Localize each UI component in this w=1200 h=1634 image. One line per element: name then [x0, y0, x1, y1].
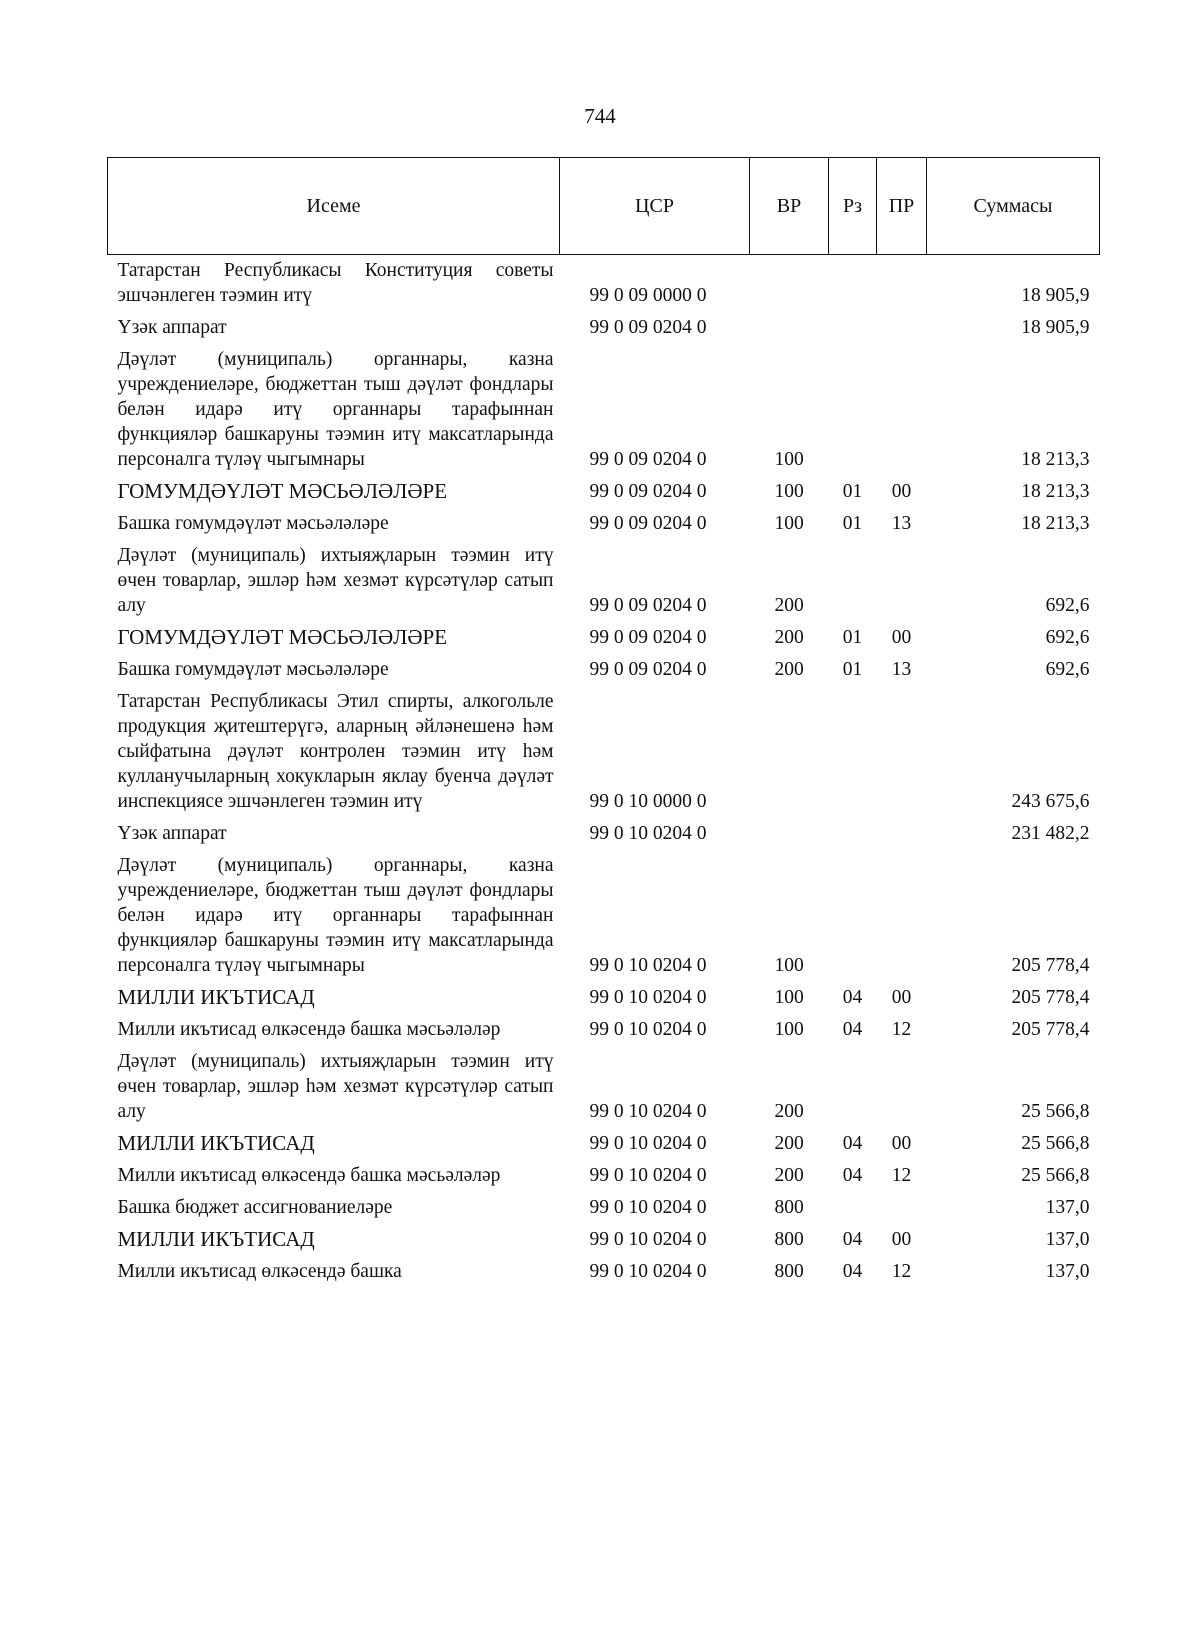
- cell-rz: [829, 344, 877, 476]
- cell-sum: 18 213,3: [1021, 513, 1090, 534]
- cell-rz: [829, 312, 877, 344]
- table-row: [108, 1128, 1100, 1160]
- cell-pr: 12: [891, 1019, 912, 1040]
- cell-pr: [877, 344, 927, 476]
- cell-vr: 100: [774, 1019, 804, 1040]
- cell-sum: 18 213,3: [1021, 481, 1090, 502]
- cell-rz: [829, 686, 877, 818]
- cell-csr: 99 0 10 0204 0: [589, 1019, 707, 1040]
- cell-pr: 13: [891, 513, 912, 534]
- cell-pr: 00: [891, 627, 912, 648]
- cell-rz: 01: [842, 513, 863, 534]
- page-number: 744: [584, 104, 616, 128]
- cell-pr: 12: [891, 1261, 912, 1282]
- cell-vr: [750, 818, 829, 850]
- cell-csr: 99 0 09 0204 0: [589, 659, 707, 680]
- table-row: [108, 1224, 1100, 1256]
- cell-sum: 25 566,8: [1021, 1165, 1090, 1186]
- cell-name: Татарстан Республикасы Этил спирты, алкогольле продукция җитештерүгә, аларның әйләнешенә һәм сыйфатына дәүләт контролен тәэмин итү һәм кулланучыларның хокукларын яклау буенча дәүләт инспекциясе эшчәнлеген тәэмин итү: [117, 691, 554, 812]
- table-row: [108, 508, 1100, 540]
- cell-name: Үзәк аппарат: [117, 317, 227, 338]
- cell-rz: 04: [842, 1165, 863, 1186]
- table-body: [108, 255, 1100, 1289]
- cell-csr: 99 0 09 0204 0: [589, 449, 707, 470]
- cell-pr: 00: [891, 1229, 912, 1250]
- cell-sum: 137,0: [1045, 1261, 1090, 1282]
- cell-rz: [829, 850, 877, 982]
- cell-csr: 99 0 09 0204 0: [589, 513, 707, 534]
- cell-vr: 100: [774, 481, 804, 502]
- cell-sum: 205 778,4: [1011, 1019, 1090, 1040]
- cell-vr: 800: [774, 1197, 804, 1218]
- cell-name: МИЛЛИ ИКЪТИСАД: [117, 1131, 315, 1155]
- cell-name: Татарстан Республикасы Конституция советы эшчәнлеген тәэмин итү: [117, 260, 554, 306]
- cell-pr: [877, 1046, 927, 1128]
- cell-sum: 692,6: [1045, 659, 1090, 680]
- cell-name: Дәүләт (муниципаль) ихтыяҗларын тәэмин итү өчен товарлар, эшләр һәм хезмәт күрсәтүләр сатып алу: [117, 545, 554, 616]
- cell-vr: 100: [774, 987, 804, 1008]
- cell-pr: 12: [891, 1165, 912, 1186]
- cell-pr: [877, 312, 927, 344]
- cell-rz: 04: [842, 987, 863, 1008]
- cell-pr: [877, 255, 927, 313]
- cell-csr: 99 0 09 0204 0: [589, 317, 707, 338]
- cell-csr: 99 0 10 0204 0: [589, 1229, 707, 1250]
- cell-csr: 99 0 10 0204 0: [589, 1261, 707, 1282]
- cell-sum: 18 905,9: [1021, 285, 1090, 306]
- cell-csr: 99 0 10 0204 0: [589, 955, 707, 976]
- table-row: [108, 312, 1100, 344]
- cell-vr: 200: [774, 627, 804, 648]
- table-row: [108, 255, 1100, 313]
- cell-vr: [750, 686, 829, 818]
- table-row: [108, 654, 1100, 686]
- cell-vr: 200: [774, 1133, 804, 1154]
- cell-name: Башка гомумдәүләт мәсьәләләре: [117, 659, 389, 680]
- table-row: [108, 982, 1100, 1014]
- cell-sum: 692,6: [1045, 595, 1090, 616]
- cell-name: Башка гомумдәүләт мәсьәләләре: [117, 513, 389, 534]
- cell-name: Милли икътисад өлкәсендә башка мәсьәләләр: [117, 1165, 501, 1186]
- cell-csr: 99 0 10 0204 0: [589, 1133, 707, 1154]
- table-row: [108, 476, 1100, 508]
- cell-sum: 18 213,3: [1021, 449, 1090, 470]
- cell-csr: 99 0 10 0204 0: [589, 1165, 707, 1186]
- cell-vr: 200: [774, 595, 804, 616]
- cell-csr: 99 0 10 0204 0: [589, 987, 707, 1008]
- cell-name: Милли икътисад өлкәсендә башка: [117, 1261, 402, 1282]
- cell-name: ГОМУМДӘҮЛӘТ МӘСЬӘЛӘЛӘРЕ: [117, 479, 448, 503]
- table-row: [108, 1256, 1100, 1288]
- header-rz: Рз: [829, 158, 877, 255]
- cell-sum: 231 482,2: [1011, 823, 1090, 844]
- cell-sum: 18 905,9: [1021, 317, 1090, 338]
- cell-name: Дәүләт (муниципаль) органнары, казна учреждениеләре, бюджеттан тыш дәүләт фондлары белән идарә итү органнары тарафыннан функцияләр башкаруны тәэмин итү максатларында персоналга түләү чыгымнары: [117, 855, 554, 976]
- cell-rz: [829, 255, 877, 313]
- cell-pr: [877, 540, 927, 622]
- cell-sum: 137,0: [1045, 1229, 1090, 1250]
- table-row: [108, 1192, 1100, 1224]
- cell-csr: 99 0 10 0204 0: [589, 823, 707, 844]
- cell-rz: 04: [842, 1019, 863, 1040]
- cell-sum: 243 675,6: [1011, 791, 1090, 812]
- header-csr: ЦСР: [560, 158, 750, 255]
- cell-pr: 00: [891, 481, 912, 502]
- cell-pr: [877, 818, 927, 850]
- table-row: [108, 622, 1100, 654]
- cell-vr: 200: [774, 659, 804, 680]
- cell-rz: 01: [842, 481, 863, 502]
- header-pr: ПР: [877, 158, 927, 255]
- table-row: [108, 1046, 1100, 1128]
- cell-pr: 00: [891, 1133, 912, 1154]
- cell-csr: 99 0 09 0204 0: [589, 481, 707, 502]
- cell-csr: 99 0 09 0204 0: [589, 595, 707, 616]
- cell-sum: 25 566,8: [1021, 1101, 1090, 1122]
- cell-name: Дәүләт (муниципаль) ихтыяҗларын тәэмин итү өчен товарлар, эшләр һәм хезмәт күрсәтүләр сатып алу: [117, 1051, 554, 1122]
- cell-sum: 205 778,4: [1011, 987, 1090, 1008]
- cell-name: ГОМУМДӘҮЛӘТ МӘСЬӘЛӘЛӘРЕ: [117, 625, 448, 649]
- cell-vr: 800: [774, 1261, 804, 1282]
- cell-name: Үзәк аппарат: [117, 823, 227, 844]
- cell-vr: [750, 255, 829, 313]
- cell-csr: 99 0 10 0204 0: [589, 1197, 707, 1218]
- cell-rz: [829, 818, 877, 850]
- cell-rz: 01: [842, 627, 863, 648]
- cell-rz: 04: [842, 1229, 863, 1250]
- cell-rz: [829, 1046, 877, 1128]
- cell-name: Башка бюджет ассигнованиеләре: [117, 1197, 393, 1218]
- table-row: [108, 818, 1100, 850]
- table-row: [108, 540, 1100, 622]
- header-vr: ВР: [750, 158, 829, 255]
- cell-csr: 99 0 10 0204 0: [589, 1101, 707, 1122]
- cell-pr: 13: [891, 659, 912, 680]
- cell-name: Дәүләт (муниципаль) органнары, казна учреждениеләре, бюджеттан тыш дәүләт фондлары белән идарә итү органнары тарафыннан функцияләр башкаруны тәэмин итү максатларында персоналга түләү чыгымнары: [117, 349, 554, 470]
- cell-sum: 137,0: [1045, 1197, 1090, 1218]
- table-row: [108, 850, 1100, 982]
- cell-vr: 100: [774, 449, 804, 470]
- table-row: [108, 344, 1100, 476]
- table-header: [108, 158, 1100, 255]
- cell-csr: 99 0 10 0000 0: [589, 791, 707, 812]
- cell-vr: [750, 312, 829, 344]
- budget-table: [107, 157, 1100, 1288]
- cell-vr: 800: [774, 1229, 804, 1250]
- cell-rz: 04: [842, 1133, 863, 1154]
- cell-pr: [877, 1192, 927, 1224]
- table-row: [108, 686, 1100, 818]
- cell-csr: 99 0 09 0000 0: [589, 285, 707, 306]
- cell-pr: [877, 686, 927, 818]
- cell-rz: 04: [842, 1261, 863, 1282]
- cell-vr: 200: [774, 1101, 804, 1122]
- cell-pr: [877, 850, 927, 982]
- header-sum: Суммасы: [927, 158, 1100, 255]
- cell-pr: 00: [891, 987, 912, 1008]
- header-name: Исеме: [108, 158, 560, 255]
- cell-name: Милли икътисад өлкәсендә башка мәсьәләләр: [117, 1019, 501, 1040]
- cell-vr: 200: [774, 1165, 804, 1186]
- table-row: [108, 1160, 1100, 1192]
- cell-vr: 100: [774, 955, 804, 976]
- table-row: [108, 1014, 1100, 1046]
- cell-name: МИЛЛИ ИКЪТИСАД: [117, 985, 315, 1009]
- cell-sum: 25 566,8: [1021, 1133, 1090, 1154]
- cell-sum: 205 778,4: [1011, 955, 1090, 976]
- cell-name: МИЛЛИ ИКЪТИСАД: [117, 1227, 315, 1251]
- cell-csr: 99 0 09 0204 0: [589, 627, 707, 648]
- cell-rz: 01: [842, 659, 863, 680]
- cell-rz: [829, 540, 877, 622]
- cell-sum: 692,6: [1045, 627, 1090, 648]
- cell-vr: 100: [774, 513, 804, 534]
- cell-rz: [829, 1192, 877, 1224]
